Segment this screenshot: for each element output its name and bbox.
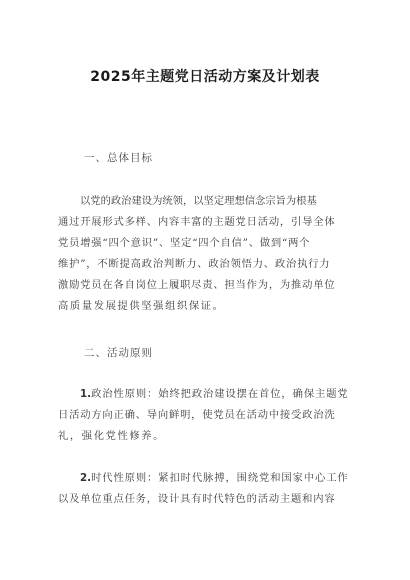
- paragraph-line: 日活动方向正确、导向鲜明，使党员在活动中接受政治洗: [58, 409, 336, 421]
- item-number: 1.: [80, 388, 92, 400]
- item-text: 政治性原则：始终把政治建设摆在首位，确保主题党: [91, 388, 349, 400]
- numbered-line: [80, 468, 349, 489]
- paragraph-line: 高质量发展提供坚强组织保证。: [58, 300, 225, 312]
- paragraph-line: 礼，强化党性修养。: [58, 430, 166, 442]
- paragraph-overall-goal: [58, 191, 350, 317]
- paragraph-line: 党员增强“四个意识”、坚定“四个自信”、做到“两个: [58, 237, 311, 249]
- paragraph-principle-timeliness: [58, 468, 350, 510]
- paragraph-line: 维护”，不断提高政治判断力、政治领悟力、政治执行力: [58, 258, 331, 270]
- paragraph-line: 通过开展形式多样、内容丰富的主题党日活动，引导全体: [58, 216, 336, 228]
- paragraph-line: 激励党员在各自岗位上履职尽责、担当作为，为推动单位: [58, 279, 336, 291]
- numbered-line: [80, 384, 349, 405]
- section-heading-overall-goal: 一、总体目标: [84, 152, 153, 164]
- paragraph-line: [58, 384, 350, 405]
- paragraph-line: 以及单位重点任务，设计具有时代特色的活动主题和内容: [58, 493, 336, 505]
- paragraph-line: 以党的政治建设为统领，以坚定理想信念宗旨为根基: [80, 195, 317, 207]
- paragraph-line: [58, 468, 350, 489]
- paragraph-principle-political: [58, 384, 350, 447]
- item-text: 时代性原则：紧扣时代脉搏，围绕党和国家中心工作: [91, 472, 349, 484]
- section-heading-principles: 二、活动原则: [84, 347, 153, 359]
- item-number: 2.: [80, 472, 92, 484]
- document-title: 2025年主题党日活动方案及计划表: [90, 69, 320, 85]
